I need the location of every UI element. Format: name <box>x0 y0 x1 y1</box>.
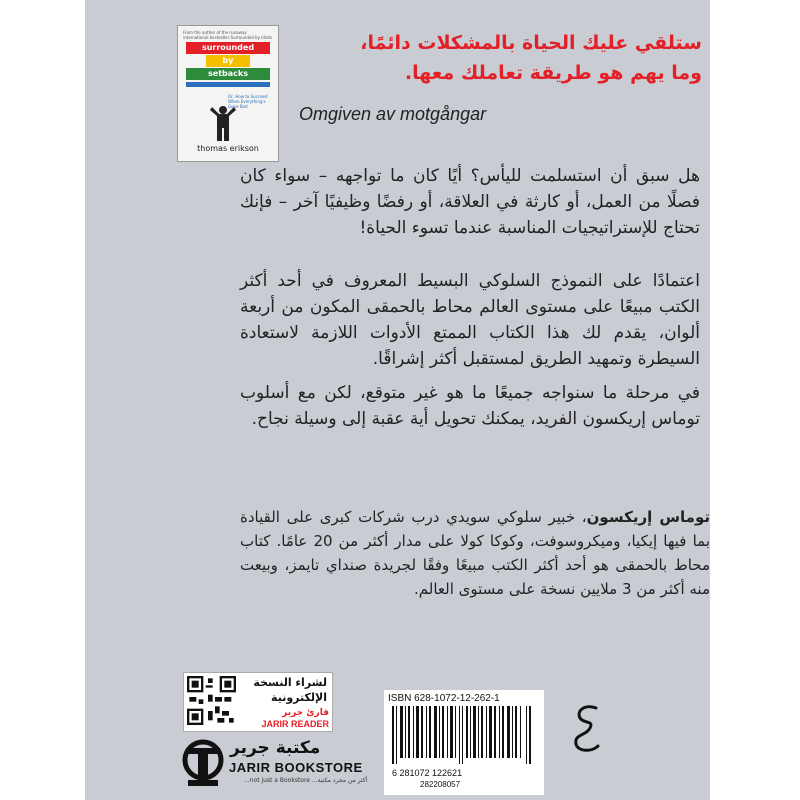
paragraph-3: في مرحلة ما سنواجه جميعًا ما هو غير متوقع، لكن مع أسلوب توماس إريكسون الفريد، يمكنك تحويل أية عقبة إلى وسيلة نجاح. <box>240 383 700 429</box>
ebook-line-2: الإلكترونية <box>271 691 327 704</box>
paragraph-2: اعتمادًا على النموذج السلوكي البسيط المعروف في أحد أكثر الكتب مبيعًا على مستوى العالم محاط بالحمقى المكون من أربعة ألوان، يقدم لك هذا الكتاب الممتع الأدوات اللازمة لاستعادة السيطرة وتمهيد الطريق لمستقبل أكثر إشراقًا. <box>240 271 700 369</box>
author-bio <box>240 505 710 601</box>
jarir-reader-en: JARIR READER <box>261 719 329 729</box>
thumbnail-title-word-2: by <box>206 55 250 67</box>
publisher-calligraphy-logo-icon <box>566 702 608 754</box>
barcode-box <box>384 690 544 795</box>
jarir-reader-label <box>237 708 329 730</box>
author-name: توماس إريكسون <box>586 508 711 526</box>
original-swedish-title: Omgiven av motgångar <box>299 104 487 124</box>
ebook-line-1: لشراء النسخة <box>253 676 327 689</box>
jarir-reader-ar: قارئ جرير <box>282 708 329 718</box>
thumbnail-blue-stripe <box>186 82 270 87</box>
jarir-slogan: ...not just a Bookstore ...أكثر من مجرد مكتبة <box>244 777 368 784</box>
isbn-text: ISBN 628-1072-12-262-1 <box>388 693 500 704</box>
headline-line-2: وما يهم هو طريقة تعاملك معها. <box>404 62 702 84</box>
thumbnail-title-word-3: setbacks <box>186 68 270 80</box>
author-bio-text: ، خبير سلوكي سويدي درب شركات كبرى على القيادة بما فيها إيكيا، وميكروسوفت، وكوكا كولا على مدار أكثر من 20 عامًا. كتاب محاط بالحمقى هو أحد أكثر الكتب مبيعًا وفقًا لجريدة صنداي تايمز، وبيعت منه أكثر من 3 ملايين نسخة على مستوى العالم. <box>240 508 710 598</box>
paragraph-1: هل سبق أن استسلمت لليأس؟ أيًا كان ما تواجهه – سواء كان فصلًا من العمل، أو كارثة في العلاقة، أو رفضًا وظيفيًا آخر – فإنك تحتاج للإستراتيجيات المناسبة عندما تسوء الحياة! <box>240 166 700 238</box>
jarir-brand-english: JARIR BOOKSTORE <box>229 760 363 775</box>
headline-line-1: ستلقي عليك الحياة بالمشكلات دائمًا، <box>360 32 702 54</box>
barcode-secondary-code: 282208057 <box>420 780 461 789</box>
thumbnail-title-word-1: surrounded <box>186 42 270 54</box>
jarir-brand-arabic: مكتبة جرير <box>230 738 321 758</box>
front-cover-thumbnail <box>177 25 279 162</box>
thumbnail-subtitle: Or, How to Succeed When Everything's Gone Bad <box>228 94 268 109</box>
qr-code-icon[interactable] <box>187 676 236 725</box>
strongman-figure-icon <box>208 104 238 142</box>
headline <box>342 28 702 88</box>
barcode-digits: 6 281072 122621 <box>392 768 463 778</box>
ebook-label <box>247 675 327 705</box>
thumbnail-top-text: From the author of the runaway international bestseller Surrounded by Idiots <box>183 30 273 40</box>
thumbnail-author: thomas erikson <box>197 144 259 153</box>
jarir-logo-icon <box>180 738 226 788</box>
barcode-bars-icon <box>392 706 532 764</box>
